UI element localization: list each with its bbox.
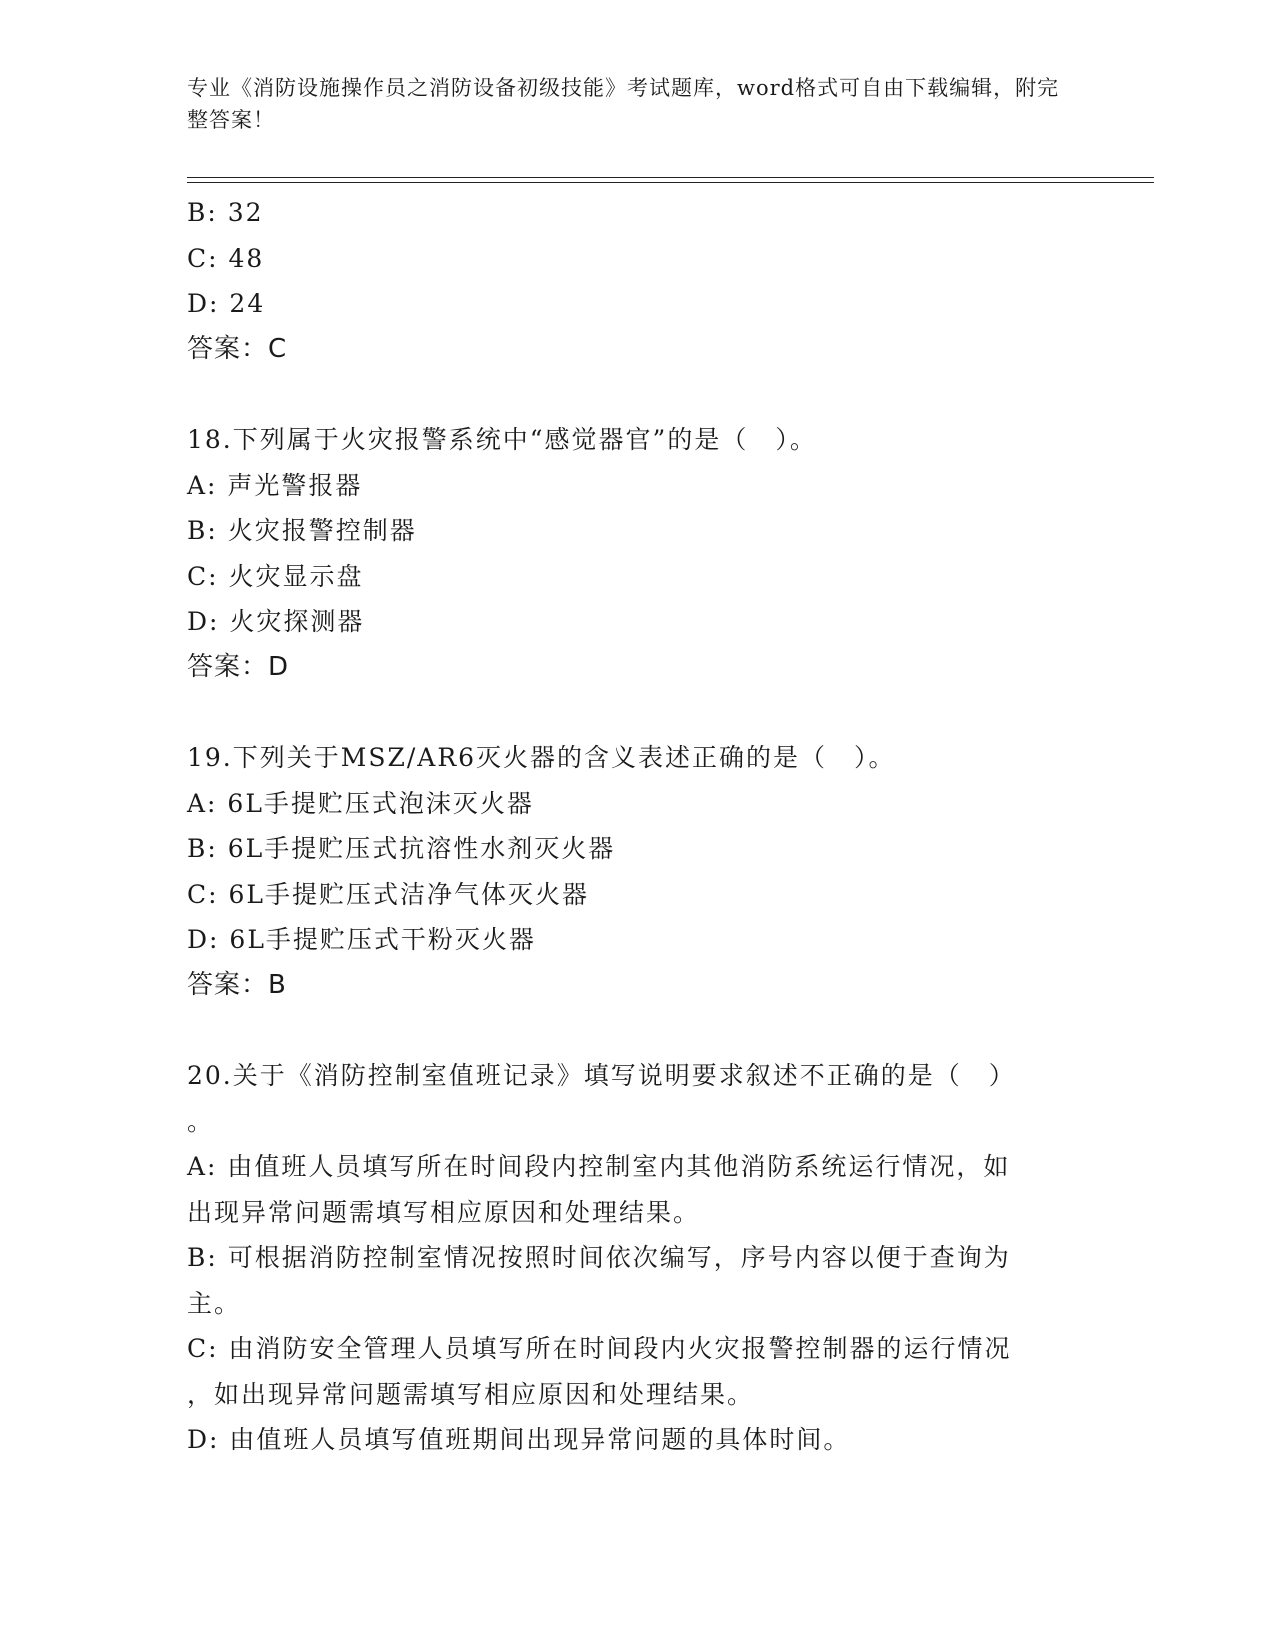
spacer: [187, 372, 1077, 417]
header-rule-bottom: [187, 182, 1154, 183]
option-d: D: 由值班人员填写值班期间出现异常问题的具体时间。: [187, 1425, 851, 1454]
option-c: C: 6L手提贮压式洁净气体灭火器: [187, 879, 590, 909]
option-c-continued: ，如出现异常问题需填写相应原因和处理结果。: [187, 1379, 755, 1409]
option-b: B: 可根据消防控制室情况按照时间依次编写，序号内容以便于查询为: [187, 1243, 1011, 1272]
question-20: [187, 1053, 1077, 1463]
option-c: C: 48: [187, 243, 265, 273]
spacer: [187, 690, 1077, 735]
question-18: [187, 417, 1077, 690]
answer: 答案：D: [187, 651, 290, 682]
header-rule-top: [187, 177, 1154, 178]
option-a-continued: 出现异常问题需填写相应原因和处理结果。: [187, 1197, 701, 1227]
option-a: A: 由值班人员填写所在时间段内控制室内其他消防系统运行情况，如: [187, 1152, 1011, 1181]
answer: 答案：C: [187, 333, 288, 364]
document-header: 专业《消防设施操作员之消防设备初级技能》考试题库，word格式可自由下载编辑，附完整答案！: [187, 76, 1060, 132]
option-b: B: 6L手提贮压式抗溶性水剂灭火器: [187, 834, 616, 863]
option-d: D: 6L手提贮压式干粉灭火器: [187, 925, 536, 954]
option-a: A: 6L手提贮压式泡沫灭火器: [187, 788, 534, 818]
option-c: C: 火灾显示盘: [187, 561, 364, 591]
question-text: 20.关于《消防控制室值班记录》填写说明要求叙述不正确的是（ ）: [187, 1061, 1016, 1090]
question-text: 19.下列关于MSZ/AR6灭火器的含义表述正确的是（ ）。: [187, 743, 896, 772]
option-c: C: 由消防安全管理人员填写所在时间段内火灾报警控制器的运行情况: [187, 1334, 1012, 1363]
option-b: B: 火灾报警控制器: [187, 516, 417, 545]
answer: 答案：B: [187, 969, 287, 1000]
question-17-tail: [187, 190, 1077, 372]
option-b-continued: 主。: [187, 1288, 242, 1318]
option-b: B: 32: [187, 198, 264, 227]
option-a: A: 声光警报器: [187, 470, 363, 500]
option-d: D: 24: [187, 289, 266, 318]
question-text: 18.下列属于火灾报警系统中“感觉器官”的是（ ）。: [187, 425, 817, 454]
question-text-continued: 。: [187, 1106, 215, 1136]
question-19: [187, 735, 1077, 1008]
spacer: [187, 1008, 1077, 1053]
option-d: D: 火灾探测器: [187, 607, 365, 636]
question-content: [187, 190, 1077, 1463]
